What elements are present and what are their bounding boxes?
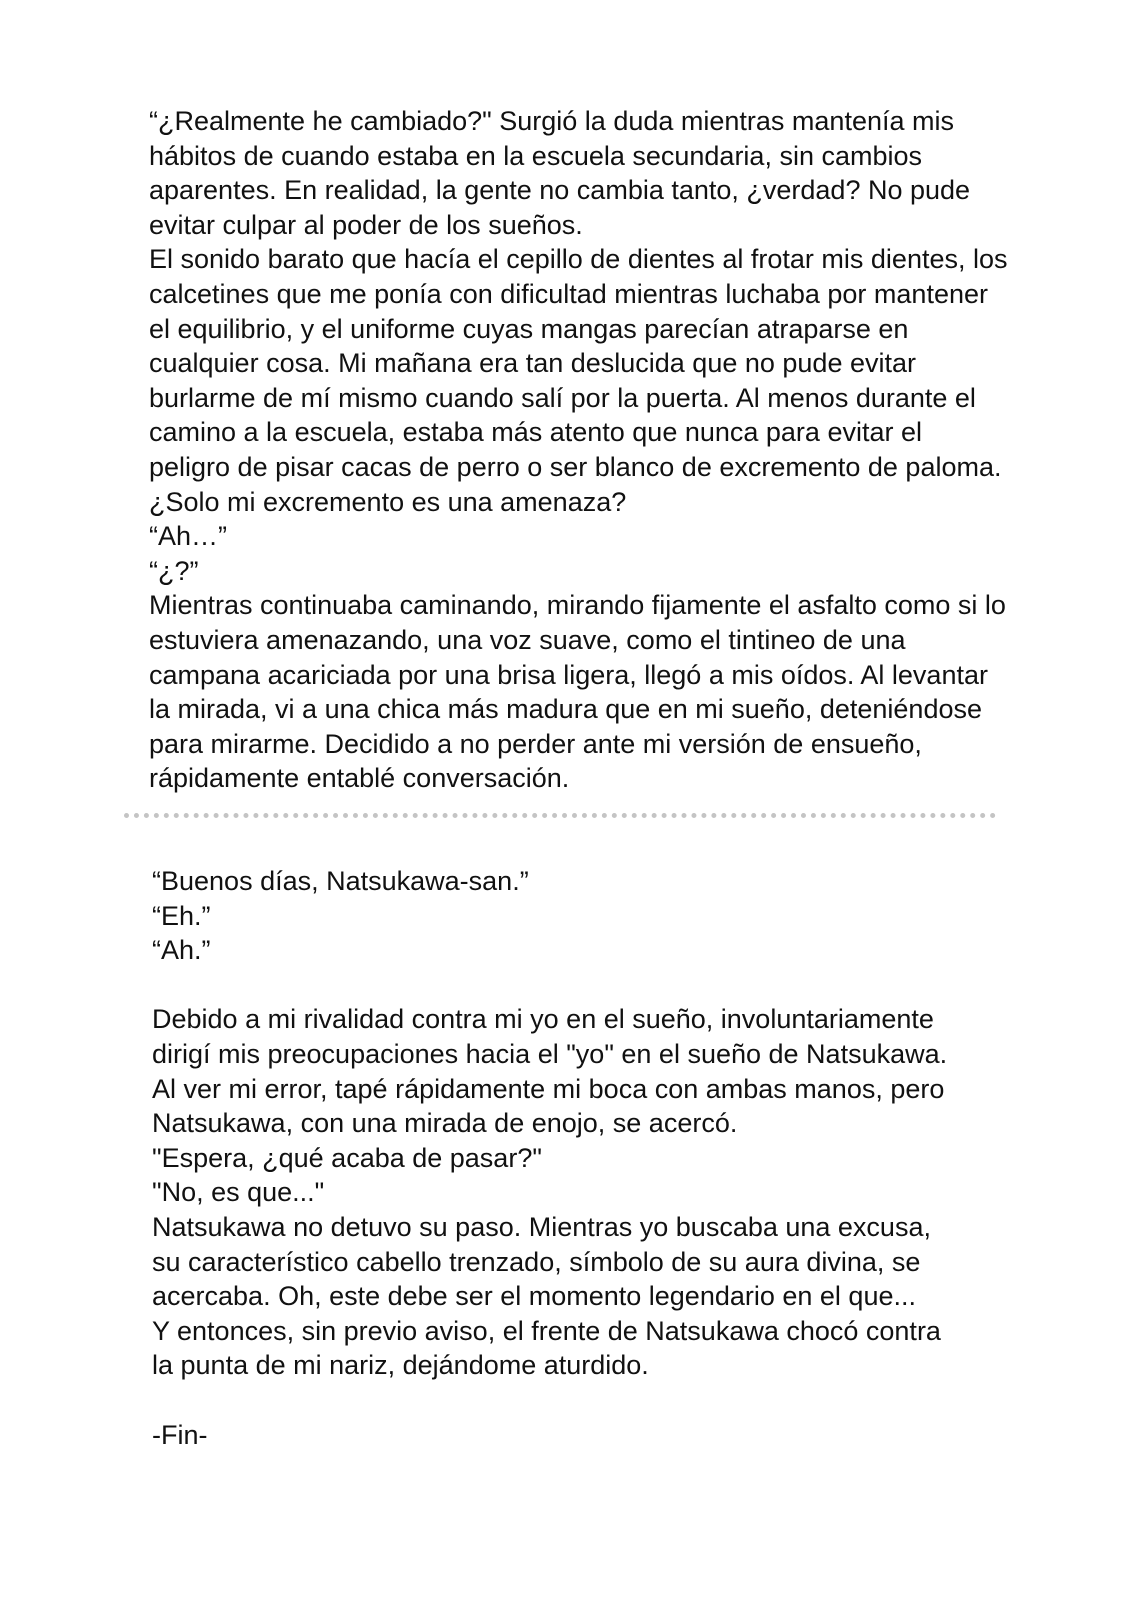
text-line: calcetines que me ponía con dificultad mientras luchaba por mantener (149, 278, 988, 309)
text-line: Mientras continuaba caminando, mirando fijamente el asfalto como si lo (149, 590, 1006, 621)
dialogue-line: “Eh.” (152, 900, 211, 931)
text-line: el equilibrio, y el uniforme cuyas mangas parecían atraparse en (149, 313, 909, 344)
text-line: burlarme de mí mismo cuando salí por la puerta. Al menos durante el (149, 382, 976, 413)
dialogue-line: “Buenos días, Natsukawa-san.” (152, 866, 529, 896)
text-line: hábitos de cuando estaba en la escuela secundaria, sin cambios (149, 140, 923, 171)
text-line: estuviera amenazando, una voz suave, como el tintineo de una (149, 624, 906, 655)
text-line: cualquier cosa. Mi mañana era tan deslucida que no pude evitar (149, 348, 916, 379)
text-line: la punta de mi nariz, dejándome aturdido. (152, 1350, 649, 1381)
ending-mark: -Fin- (152, 1419, 208, 1450)
text-line: evitar culpar al poder de los sueños. (149, 209, 583, 240)
dialogue-line: "No, es que..." (152, 1177, 325, 1208)
narrative-section-top (149, 104, 1089, 796)
text-line: Natsukawa, con una mirada de enojo, se acercó. (152, 1108, 738, 1139)
dialogue-line: “Ah.” (152, 935, 211, 966)
blank-line (152, 968, 1052, 1003)
text-line: acercaba. Oh, este debe ser el momento legendario en el que... (152, 1281, 916, 1312)
text-line: campana acariciada por una brisa ligera, llegó a mis oídos. Al levantar (149, 659, 988, 690)
text-line: la mirada, vi a una chica más madura que en mi sueño, deteniéndose (149, 694, 982, 725)
text-line: rápidamente entablé conversación. (149, 763, 570, 794)
text-line: Natsukawa no detuvo su paso. Mientras yo buscaba una excusa, (152, 1211, 931, 1242)
text-line: para mirarme. Decidido a no perder ante mi versión de ensueño, (149, 728, 922, 759)
text-line: El sonido barato que hacía el cepillo de dientes al frotar mis dientes, los (149, 244, 1008, 275)
blank-line (152, 1383, 1052, 1418)
text-line: camino a la escuela, estaba más atento que nunca para evitar el (149, 417, 922, 448)
dotted-separator (124, 813, 996, 818)
text-line: ¿Solo mi excremento es una amenaza? (149, 486, 627, 517)
text-line: Y entonces, sin previo aviso, el frente de Natsukawa chocó contra (152, 1315, 941, 1346)
text-line: “¿Realmente he cambiado?" Surgió la duda mientras mantenía mis (149, 106, 954, 136)
narrative-section-bottom (152, 864, 1052, 1452)
text-line: aparentes. En realidad, la gente no cambia tanto, ¿verdad? No pude (149, 175, 971, 206)
text-line: su característico cabello trenzado, símbolo de su aura divina, se (152, 1246, 921, 1277)
dialogue-line: “¿?” (149, 555, 199, 586)
dialogue-line: “Ah…” (149, 521, 228, 552)
text-line: Debido a mi rivalidad contra mi yo en el sueño, involuntariamente (152, 1004, 934, 1035)
text-line: peligro de pisar cacas de perro o ser blanco de excremento de paloma. (149, 451, 1002, 482)
dialogue-line: "Espera, ¿qué acaba de pasar?" (152, 1142, 542, 1173)
text-line: dirigí mis preocupaciones hacia el "yo" en el sueño de Natsukawa. (152, 1038, 948, 1069)
text-line: Al ver mi error, tapé rápidamente mi boca con ambas manos, pero (152, 1073, 945, 1104)
